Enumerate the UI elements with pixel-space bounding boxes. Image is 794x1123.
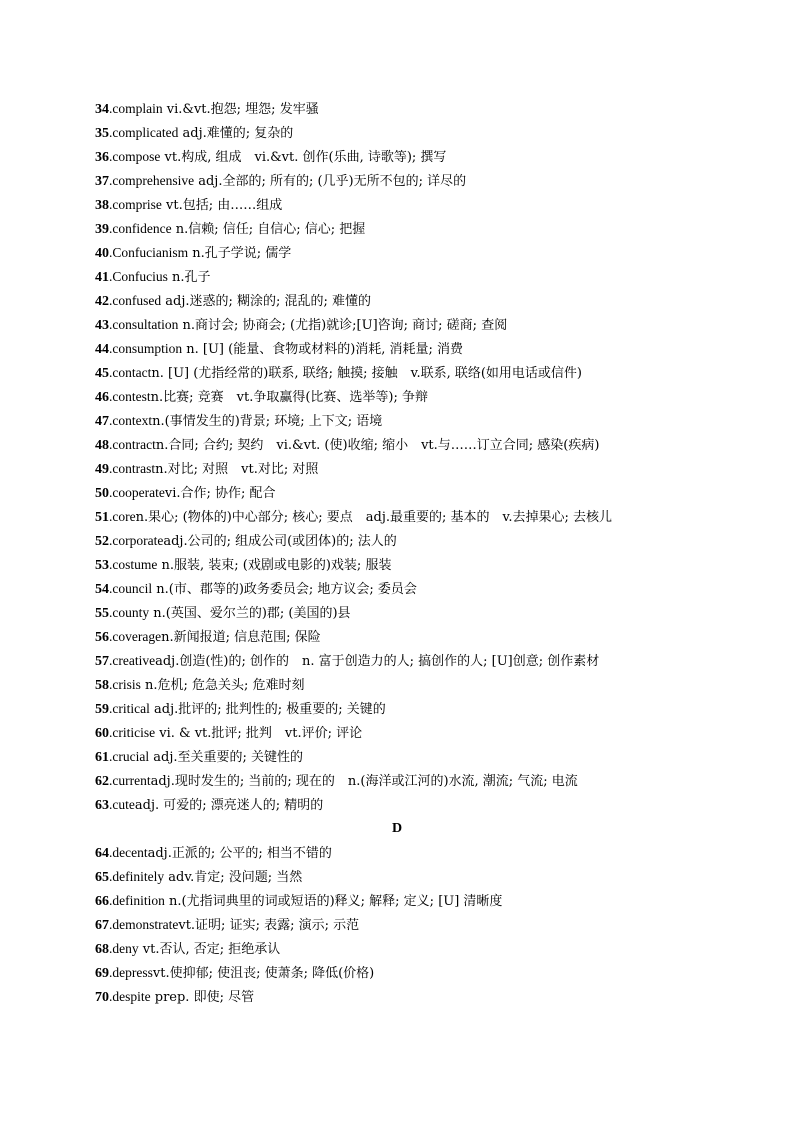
entry-separator: . <box>109 197 113 212</box>
entry-definition: adj.现时发生的; 当前的; 现在的 n.(海洋或江河的)水流, 潮流; 气流; 电流 <box>150 774 578 789</box>
entry-number: 36 <box>95 150 109 165</box>
entry-number: 39 <box>95 222 109 237</box>
entry-number: 65 <box>95 870 109 885</box>
entry-word: consumption <box>112 341 183 356</box>
entry-number: 35 <box>95 126 109 141</box>
vocabulary-entry <box>95 937 775 961</box>
vocabulary-entry <box>95 793 775 817</box>
entry-word: current <box>112 773 151 788</box>
vocabulary-entry <box>95 769 775 793</box>
entry-word: consultation <box>112 317 179 332</box>
vocabulary-entry <box>95 865 775 889</box>
entry-definition: n.对比; 对照 vt.对比; 对照 <box>155 462 319 477</box>
entry-definition: adj.公司的; 组成公司(或团体)的; 法人的 <box>163 534 397 549</box>
entry-definition: n.危机; 危急关头; 危难时刻 <box>140 678 305 693</box>
entry-definition: vi.合作; 协作; 配合 <box>164 486 276 501</box>
vocabulary-entry <box>95 721 775 745</box>
entry-word: crucial <box>112 749 150 764</box>
entry-separator: . <box>109 317 113 332</box>
vocabulary-entry <box>95 601 775 625</box>
entry-word: comprise <box>112 197 162 212</box>
entry-number: 38 <box>95 198 109 213</box>
entry-word: decent <box>112 845 148 860</box>
vocabulary-entry <box>95 217 775 241</box>
entry-number: 54 <box>95 582 109 597</box>
vocabulary-entry <box>95 385 775 409</box>
entry-definition: n.孔子 <box>167 270 211 285</box>
vocabulary-entry <box>95 337 775 361</box>
entry-separator: . <box>109 437 113 452</box>
entry-definition: n.(尤指词典里的词或短语的)释义; 解释; 定义; [U] 清晰度 <box>164 894 503 909</box>
entry-definition: adj.难懂的; 复杂的 <box>178 126 294 141</box>
entry-definition: adj.全部的; 所有的; (几乎)无所不包的; 详尽的 <box>194 174 467 189</box>
vocabulary-entry <box>95 433 775 457</box>
vocabulary-entry <box>95 457 775 481</box>
entry-definition: adj.迷惑的; 糊涂的; 混乱的; 难懂的 <box>161 294 372 309</box>
entry-word: contrast <box>112 461 156 476</box>
entry-definition: adj.创造(性)的; 创作的 n. 富于创造力的人; 搞创作的人; [U]创意; 创作素材 <box>155 654 600 669</box>
entry-definition: vi. & vt.批评; 批判 vt.评价; 评论 <box>155 726 363 741</box>
vocabulary-entry <box>95 481 775 505</box>
entry-definition: n.服装, 装束; (戏剧或电影的)戏装; 服装 <box>157 558 392 573</box>
entry-separator: . <box>109 725 113 740</box>
entry-number: 61 <box>95 750 109 765</box>
entry-separator: . <box>109 677 113 692</box>
entry-number: 57 <box>95 654 109 669</box>
entry-separator: . <box>109 485 113 500</box>
entry-separator: . <box>109 149 113 164</box>
entry-word: county <box>112 605 150 620</box>
entry-number: 50 <box>95 486 109 501</box>
vocabulary-entry <box>95 265 775 289</box>
entry-definition: vt.证明; 证实; 表露; 演示; 示范 <box>178 918 360 933</box>
entry-number: 45 <box>95 366 109 381</box>
entry-word: Confucianism <box>112 245 189 260</box>
entry-word: complain <box>112 101 163 116</box>
entry-separator: . <box>109 629 113 644</box>
entry-definition: n. [U] (能量、食物或材料的)消耗, 消耗量; 消费 <box>182 342 464 357</box>
entry-separator: . <box>109 701 113 716</box>
entry-definition: n.商讨会; 协商会; (尤指)就诊;[U]咨询; 商讨; 磋商; 查阅 <box>178 318 508 333</box>
entry-number: 46 <box>95 390 109 405</box>
entry-separator: . <box>109 413 113 428</box>
entry-number: 41 <box>95 270 109 285</box>
entry-definition: adv.肯定; 没问题; 当然 <box>164 870 303 885</box>
entry-separator: . <box>109 917 113 932</box>
entry-separator: . <box>109 173 113 188</box>
entry-word: coverage <box>112 629 162 644</box>
entry-number: 69 <box>95 966 109 981</box>
vocabulary-entry <box>95 625 775 649</box>
entry-word: definitely <box>112 869 165 884</box>
entry-separator: . <box>109 749 113 764</box>
entry-word: criticise <box>112 725 156 740</box>
entry-definition: n.新闻报道; 信息范围; 保险 <box>161 630 321 645</box>
vocabulary-entry <box>95 649 775 673</box>
vocabulary-entry <box>95 961 775 985</box>
vocabulary-entry <box>95 745 775 769</box>
entry-word: cooperate <box>112 485 165 500</box>
entry-word: confused <box>112 293 162 308</box>
vocabulary-entry <box>95 193 775 217</box>
entry-separator: . <box>109 557 113 572</box>
vocabulary-entry <box>95 409 775 433</box>
vocabulary-list <box>95 97 775 1009</box>
entry-number: 51 <box>95 510 109 525</box>
entry-separator: . <box>109 653 113 668</box>
entry-word: creative <box>112 653 156 668</box>
entry-definition: adj.批评的; 批判性的; 极重要的; 关键的 <box>149 702 386 717</box>
entry-definition: vi.&vt.抱怨; 埋怨; 发牢骚 <box>162 102 319 117</box>
entry-separator: . <box>109 125 113 140</box>
vocabulary-entry <box>95 673 775 697</box>
entry-separator: . <box>109 989 113 1004</box>
entry-word: contact <box>112 365 152 380</box>
entry-word: corporate <box>112 533 164 548</box>
entry-separator: . <box>109 269 113 284</box>
entry-definition: n. [U] (尤指经常的)联系, 联络; 触摸; 接触 v.联系, 联络(如用电话或信件) <box>151 366 583 381</box>
vocabulary-entry <box>95 889 775 913</box>
vocabulary-entry <box>95 241 775 265</box>
entry-definition: vt.否认, 否定; 拒绝承认 <box>138 942 281 957</box>
entry-number: 53 <box>95 558 109 573</box>
entry-number: 40 <box>95 246 109 261</box>
entry-word: demonstrate <box>112 917 179 932</box>
entry-definition: n.果心; (物体的)中心部分; 核心; 要点 adj.最重要的; 基本的 v.去掉果心; 去核儿 <box>135 510 612 525</box>
entry-word: complicated <box>112 125 179 140</box>
vocabulary-entry <box>95 313 775 337</box>
entry-separator: . <box>109 245 113 260</box>
entry-number: 52 <box>95 534 109 549</box>
entry-word: council <box>112 581 153 596</box>
entry-separator: . <box>109 533 113 548</box>
entry-number: 68 <box>95 942 109 957</box>
entry-separator: . <box>109 797 113 812</box>
entry-word: compose <box>112 149 161 164</box>
entry-word: costume <box>112 557 158 572</box>
entry-separator: . <box>109 893 113 908</box>
vocabulary-entry <box>95 553 775 577</box>
vocabulary-entry <box>95 121 775 145</box>
entry-word: Confucius <box>112 269 168 284</box>
entry-word: context <box>112 413 153 428</box>
entry-separator: . <box>109 773 113 788</box>
entry-number: 63 <box>95 798 109 813</box>
entry-separator: . <box>109 581 113 596</box>
entry-definition: n.(事情发生的)背景; 环境; 上下文; 语境 <box>152 414 383 429</box>
entry-definition: vt.包括; 由……组成 <box>161 198 283 213</box>
entry-word: deny <box>112 941 139 956</box>
entry-number: 66 <box>95 894 109 909</box>
entry-definition: n.(市、郡等的)政务委员会; 地方议会; 委员会 <box>152 582 417 597</box>
entry-definition: vt.使抑郁; 使沮丧; 使萧条; 降低(价格) <box>152 966 375 981</box>
entry-number: 48 <box>95 438 109 453</box>
entry-number: 55 <box>95 606 109 621</box>
vocabulary-entry <box>95 145 775 169</box>
entry-number: 64 <box>95 846 109 861</box>
entry-word: comprehensive <box>112 173 195 188</box>
entry-number: 58 <box>95 678 109 693</box>
entry-number: 44 <box>95 342 109 357</box>
entry-word: contract <box>112 437 156 452</box>
entry-word: contest <box>112 389 151 404</box>
entry-separator: . <box>109 509 113 524</box>
entry-number: 34 <box>95 102 109 117</box>
entry-number: 67 <box>95 918 109 933</box>
entry-number: 62 <box>95 774 109 789</box>
entry-number: 70 <box>95 990 109 1005</box>
entry-definition: prep. 即使; 尽管 <box>150 990 255 1005</box>
vocabulary-entry <box>95 97 775 121</box>
entry-word: depress <box>112 965 153 980</box>
entry-separator: . <box>109 221 113 236</box>
entry-number: 47 <box>95 414 109 429</box>
entry-definition: n.比赛; 竞赛 vt.争取赢得(比赛、选举等); 争辩 <box>150 390 428 405</box>
section-heading-d: D <box>391 821 403 836</box>
entry-word: critical <box>112 701 150 716</box>
entries-c <box>95 97 775 817</box>
entry-separator: . <box>109 365 113 380</box>
vocabulary-entry <box>95 577 775 601</box>
entry-number: 56 <box>95 630 109 645</box>
entry-word: despite <box>112 989 151 1004</box>
vocabulary-entry <box>95 913 775 937</box>
entry-number: 42 <box>95 294 109 309</box>
entry-separator: . <box>109 341 113 356</box>
entry-word: definition <box>112 893 165 908</box>
entry-number: 43 <box>95 318 109 333</box>
entries-d <box>95 841 775 1009</box>
entry-word: crisis <box>112 677 141 692</box>
entry-number: 59 <box>95 702 109 717</box>
entry-separator: . <box>109 101 113 116</box>
vocabulary-entry <box>95 505 775 529</box>
entry-separator: . <box>109 869 113 884</box>
vocabulary-entry <box>95 289 775 313</box>
entry-word: cute <box>112 797 135 812</box>
entry-separator: . <box>109 845 113 860</box>
entry-number: 49 <box>95 462 109 477</box>
vocabulary-entry <box>95 169 775 193</box>
entry-definition: adj. 可爱的; 漂亮迷人的; 精明的 <box>134 798 324 813</box>
entry-definition: n.(英国、爱尔兰的)郡; (美国的)县 <box>149 606 351 621</box>
entry-definition: n.孔子学说; 儒学 <box>188 246 292 261</box>
entry-separator: . <box>109 941 113 956</box>
vocabulary-entry <box>95 841 775 865</box>
vocabulary-entry <box>95 529 775 553</box>
entry-number: 37 <box>95 174 109 189</box>
entry-definition: n.信赖; 信任; 自信心; 信心; 把握 <box>171 222 366 237</box>
entry-definition: n.合同; 合约; 契约 vi.&vt. (使)收缩; 缩小 vt.与……订立合同; 感染(疾病) <box>155 438 600 453</box>
vocabulary-entry <box>95 985 775 1009</box>
entry-definition: adj.至关重要的; 关键性的 <box>149 750 303 765</box>
entry-separator: . <box>109 461 113 476</box>
entry-word: confidence <box>112 221 172 236</box>
entry-separator: . <box>109 389 113 404</box>
entry-number: 60 <box>95 726 109 741</box>
vocabulary-entry <box>95 361 775 385</box>
entry-separator: . <box>109 965 113 980</box>
entry-separator: . <box>109 293 113 308</box>
entry-definition: adj.正派的; 公平的; 相当不错的 <box>147 846 332 861</box>
vocabulary-entry <box>95 697 775 721</box>
entry-separator: . <box>109 605 113 620</box>
entry-word: core <box>112 509 136 524</box>
section-heading-wrap <box>0 817 794 841</box>
entry-definition: vt.构成, 组成 vi.&vt. 创作(乐曲, 诗歌等); 撰写 <box>160 150 447 165</box>
